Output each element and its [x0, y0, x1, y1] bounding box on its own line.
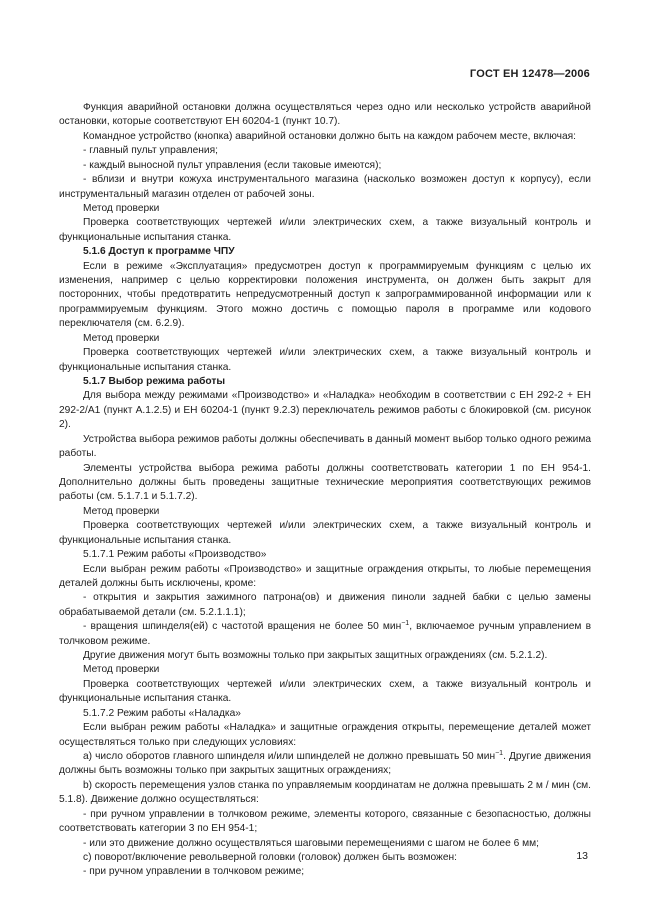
superscript: −1 — [495, 749, 504, 757]
text-run: - вращения шпинделя(ей) с частотой вращения не более 50 мин — [83, 621, 402, 633]
document-body — [59, 101, 591, 880]
list-item: b) скорость перемещения узлов станка по управляемым координатам не должна превышать 2 м / мин (см. 5.1.8). Движение должно осуществляться: — [59, 779, 591, 806]
paragraph: Элементы устройства выбора режима работы должны соответствовать категории 1 по ЕН 954-1. Дополнительно должны быть проведены защитные технические мероприятия соответствующих режимов работы (см. 5.1.7.1 и 5.1.7.2). — [59, 462, 591, 503]
list-item: с) поворот/включение револьверной головки (головок) должен быть возможен: — [83, 851, 457, 863]
list-item: - каждый выносной пульт управления (если таковые имеются); — [83, 159, 382, 171]
list-item: - вблизи и внутри кожуха инструментального магазина (насколько возможен доступ к корпусу), если инструментальный магазин отделен от рабочей зоны. — [59, 174, 591, 200]
list-item: - при ручном управлении в толчковом режиме; — [83, 866, 305, 878]
paragraph: Проверка соответствующих чертежей и/или электрических схем, а также визуальный контроль и функциональные испытания станка. — [59, 217, 591, 243]
superscript: −1 — [401, 620, 410, 628]
method-heading: Метод проверки — [83, 664, 160, 676]
subsection-heading: 5.1.7.1 Режим работы «Производство» — [83, 549, 267, 561]
paragraph: Другие движения могут быть возможны только при закрытых защитных ограждениях (см. 5.2.1.2). — [83, 650, 548, 662]
list-item — [59, 620, 591, 649]
page-number: 13 — [576, 850, 588, 862]
paragraph: Проверка соответствующих чертежей и/или электрических схем, а также визуальный контроль и функциональные испытания станка. — [59, 678, 591, 705]
paragraph: Командное устройство (кнопка) аварийной остановки должно быть на каждом рабочем месте, включая: — [83, 130, 576, 142]
list-item: - или это движение должно осуществляться шаговыми перемещениями с шагом не более 6 мм; — [83, 837, 539, 849]
paragraph: Устройства выбора режимов работы должны обеспечивать в данный момент выбор только одного режима работы. — [59, 433, 591, 460]
document-header: ГОСТ ЕН 12478—2006 — [469, 68, 590, 80]
section-heading: 5.1.7 Выбор режима работы — [83, 376, 226, 388]
text-run: . Другие движения должны быть возможны только при закрытых защитных ограждениях; — [59, 750, 591, 777]
text-run: а) число оборотов главного шпинделя и/или шпинделей не должно превышать 50 мин — [83, 750, 496, 762]
method-heading: Метод проверки — [83, 332, 160, 344]
paragraph: Проверка соответствующих чертежей и/или электрических схем, а также визуальный контроль и функциональные испытания станка. — [59, 520, 591, 546]
subsection-heading: 5.1.7.2 Режим работы «Наладка» — [83, 707, 241, 719]
method-heading: Метод проверки — [83, 505, 160, 517]
section-heading: 5.1.6 Доступ к программе ЧПУ — [83, 246, 235, 258]
paragraph: Функция аварийной остановки должна осуществляться через одно или несколько устройств аварийной остановки, которые соответствуют ЕН 60204-1 (пункт 10.7). — [59, 102, 591, 128]
list-item: - открытия и закрытия зажимного патрона(ов) и движения пиноли задней бабки с целью замены обрабатываемой детали (см. 5.2.1.1.1); — [59, 592, 591, 618]
text-run: , включаемое ручным управлением в толчковом режиме. — [59, 621, 591, 647]
paragraph: Для выбора между режимами «Производство» и «Наладка» необходим в соответствии с ЕН 292-2 + ЕН 292-2/А1 (пункт А.1.2.5) и ЕН 60204-1 (пункт 9.2.3) переключатель режимов работы с блокировкой (см. рисунок 2). — [59, 390, 591, 431]
paragraph: Если выбран режим работы «Наладка» и защитные ограждения открыты, перемещение деталей может осуществляться только при следующих условиях: — [59, 722, 591, 748]
paragraph: Проверка соответствующих чертежей и/или электрических схем, а также визуальный контроль и функциональные испытания станка. — [59, 347, 591, 373]
paragraph: Если выбран режим работы «Производство» и защитные ограждения открыты, то любые перемещения деталей должны быть исключены, кроме: — [59, 563, 591, 589]
method-heading: Метод проверки — [83, 202, 160, 214]
list-item — [59, 750, 591, 779]
list-item: - при ручном управлении в толчковом режиме, элементы которого, связанные с безопасностью, должны соответствовать категории 3 по ЕН 954-1; — [59, 808, 591, 835]
list-item: - главный пульт управления; — [83, 145, 218, 157]
paragraph: Если в режиме «Эксплуатация» предусмотрен доступ к программируемым функциям с целью их изменения, например с целью корректировки положения инструмента, он должен быть закрыт для посторонних, чтобы предотвратить непредусмотренный доступ к запрограммированной информации или к программируемым функциям. Этого можно достичь с помощью пароля в программе или кодового переключателя (см. 6.2.9). — [59, 260, 591, 330]
